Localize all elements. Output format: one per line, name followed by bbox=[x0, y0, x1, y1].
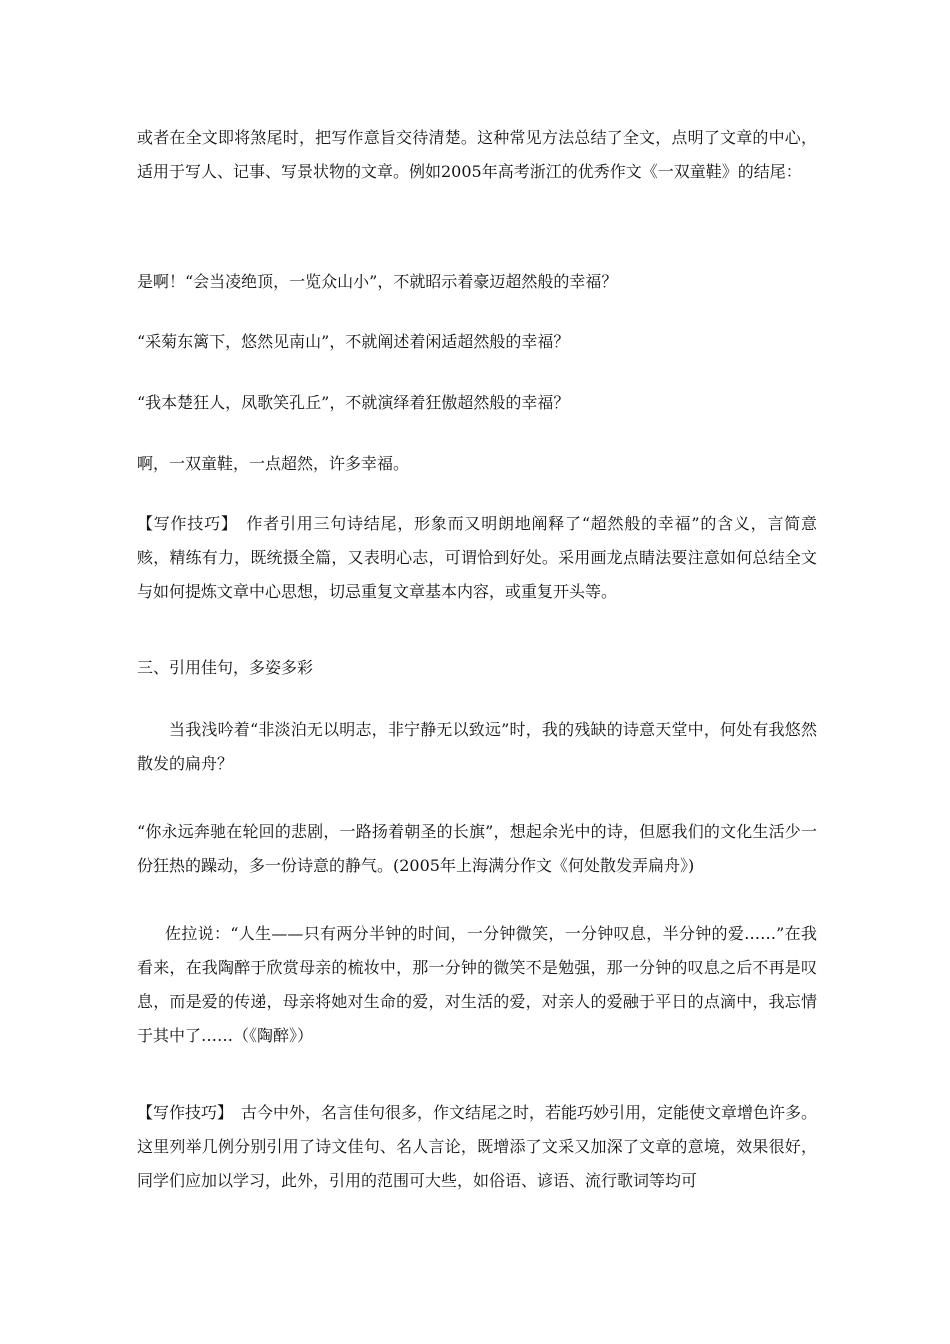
example-paragraph-2: “你永远奔驰在轮回的悲剧，一路扬着朝圣的长旗”，想起余光中的诗，但愿我们的文化生活少一份狂热的躁动，多一份诗意的静气。(2005年上海满分作文《何处散发弄扁舟》) bbox=[137, 822, 817, 875]
quote-line-1: 是啊！“会当凌绝顶，一览众山小”，不就昭示着豪迈超然般的幸福？ bbox=[137, 272, 618, 291]
paragraph-intro: 或者在全文即将煞尾时，把写作意旨交待清楚。这种常见方法总结了全文，点明了文章的中心，适用于写人、记事、写景状物的文章。例如2005年高考浙江的优秀作文《一双童鞋》的结尾： bbox=[137, 128, 817, 181]
quote-line-4: 啊，一双童鞋，一点超然，许多幸福。 bbox=[137, 454, 410, 473]
quote-line-3: “我本楚狂人，凤歌笑孔丘”，不就演绎着狂傲超然般的幸福？ bbox=[137, 393, 570, 412]
quote-line-2: “采菊东篱下，悠然见南山”，不就阐述着闲适超然般的幸福？ bbox=[137, 332, 570, 351]
writing-tip-2: 【写作技巧】 古今中外，名言佳句很多，作文结尾之时，若能巧妙引用，定能使文章增色许多。这里列举几例分别引用了诗文佳句、名人言论，既增添了文采又加深了文章的意境，效果很好，同学们应加以学习，此外，引用的范围可大些，如俗语、谚语、流行歌词等均可 bbox=[137, 1103, 818, 1190]
example-paragraph-1: 当我浅吟着“非淡泊无以明志，非宁静无以致远”时，我的残缺的诗意天堂中，何处有我悠然散发的扁舟？ bbox=[137, 720, 817, 773]
writing-tip-1: 【写作技巧】 作者引用三句诗结尾，形象而又明朗地阐释了“超然般的幸福”的含义，言简意赅，精练有力，既统摄全篇，又表明心志，可谓恰到好处。采用画龙点睛法要注意如何总结全文与如何提炼文章中心思想，切忌重复文章基本内容，或重复开头等。 bbox=[137, 514, 817, 601]
section-heading: 三、引用佳句，多姿多彩 bbox=[137, 658, 314, 677]
example-paragraph-3: 佐拉说：“人生——只有两分半钟的时间，一分钟微笑，一分钟叹息，半分钟的爱……”在我看来，在我陶醉于欣赏母亲的梳妆中，那一分钟的微笑不是勉强，那一分钟的叹息之后不再是叹息，而是爱的传递，母亲将她对生命的爱，对生活的爱，对亲人的爱融于平日的点滴中，我忘情于其中了……（《陶醉》） bbox=[137, 924, 817, 1045]
